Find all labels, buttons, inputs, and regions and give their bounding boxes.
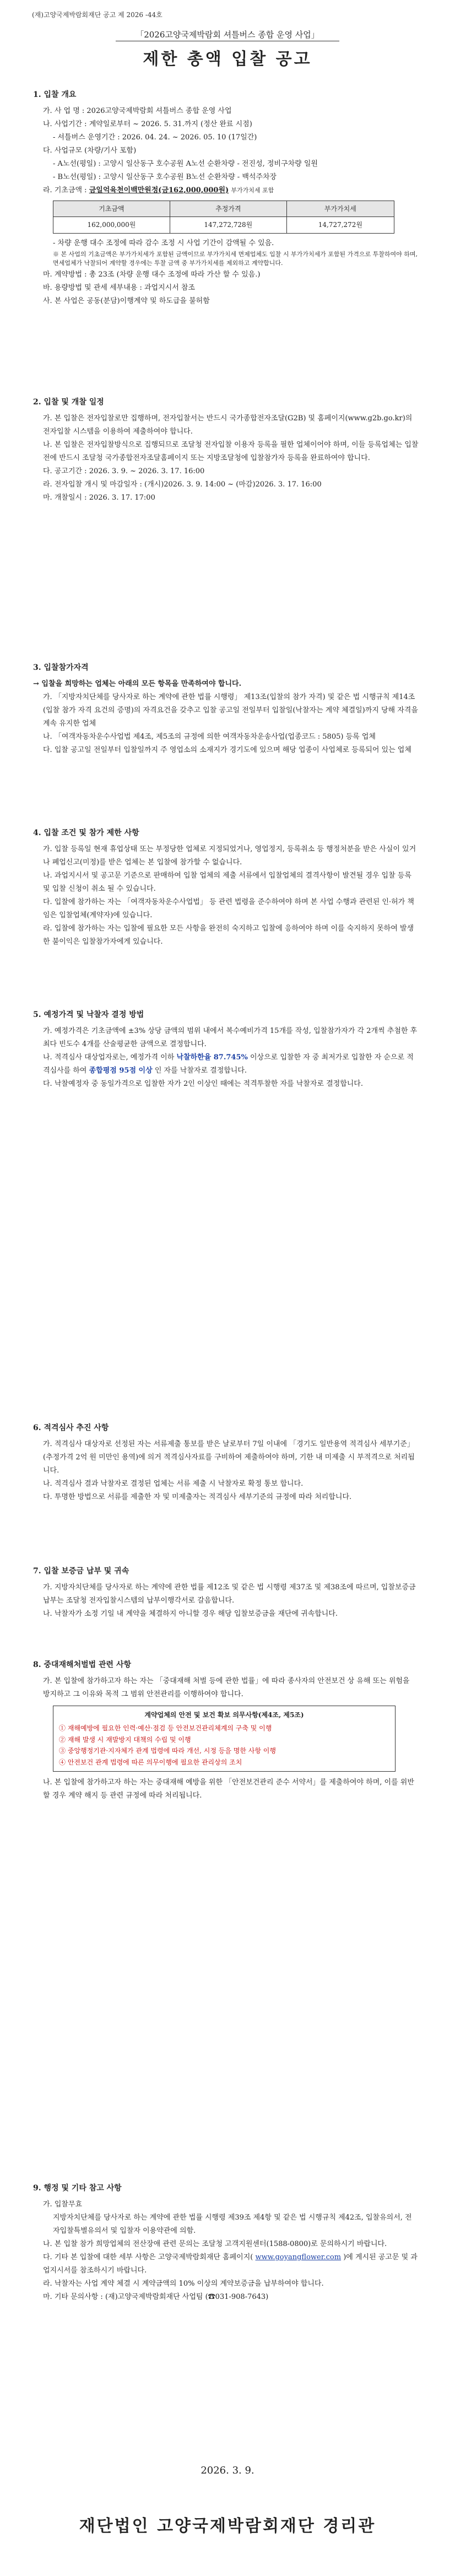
website-link[interactable]: www.goyangflower.com xyxy=(255,2253,342,2262)
eligibility-item: 가. 「지방자치단체를 당사자로 하는 계약에 관한 법률 시행령」 제13조(입찰의 참가 자격) 및 같은 법 시행규칙 제14조(입찰 참가 자격 요건의 증명)의 자격요건을 갖추고 입찰 공고일 전일부터 입찰일(낙찰자는 계약 체결일)까지 당해 자격을 계속 유지한 업체 xyxy=(43,692,418,728)
item-project-scale: 다. 사업규모 (차량/기사 포함) xyxy=(43,147,137,155)
admin-item: 가. 입찰무효 xyxy=(43,2200,83,2209)
table-header-row xyxy=(53,201,394,217)
review-item: 나. 적격심사 결과 낙찰자로 결정된 업체는 서류 제출 시 낙찰자로 확정 통보 합니다. xyxy=(43,1480,304,1489)
pricing-text: 이상으로 입찰한 자 중 최저가로 입찰한 자 순으로 적격심사를 하여 xyxy=(43,1053,414,1075)
item-route-a: - A노선(평일) : 고양시 일산동구 호수공원 A노선 순환차량 - 전진성, 정비구차량 일원 xyxy=(53,160,318,169)
schedule-item: 다. 공고기간 : 2026. 3. 9. ~ 2026. 3. 17. 16:00 xyxy=(43,467,205,476)
section-bid-overview xyxy=(33,88,419,308)
schedule-item: 라. 전자입찰 개시 및 마감일자 : (개시)2026. 3. 9. 14:00 ~ (마감)2026. 3. 17. 16:00 xyxy=(43,480,322,489)
item-subcontract: 사. 본 사업은 공동(분담)이행계약 및 하도급을 불허함 xyxy=(43,296,210,305)
review-item: 다. 투명한 방법으로 서류를 제출한 자 및 미제출자는 적격심사 세부기준의 규정에 따라 처리합니다. xyxy=(43,1493,352,1502)
issuer-name: 재단법인 고양국제박람회재단 경리관 xyxy=(79,2517,376,2536)
admin-text: )에 게시된 공고문 및 과업지시서를 참조하시기 바랍니다. xyxy=(43,2253,418,2275)
admin-text: 다. 기타 본 입찰에 대한 세부 사항은 고양국제박람회재단 홈페이지( xyxy=(43,2253,253,2262)
eligibility-lead: → 입찰을 희망하는 업체는 아래의 모든 항목을 만족하여야 합니다. xyxy=(33,679,242,688)
pricing-item: 가. 예정가격은 기초금액에 ±3% 상당 금액의 범위 내에서 복수예비가격 15개를 작성, 입찰참가자가 각 2개씩 추첨한 후 최다 빈도수 4개를 산술평균한 금액으로 결정합니다. xyxy=(43,1026,418,1048)
table-row xyxy=(53,217,394,233)
section-heading: 4. 입찰 조건 및 참가 제한 사항 xyxy=(33,829,139,837)
item-details: 바. 용량방법 및 관세 세부내용 : 과업지시서 참조 xyxy=(43,283,196,292)
section-heading: 3. 입찰참가자격 xyxy=(33,663,89,672)
publication-note: (재)고양국제박람회재단 공고 제 2026 -44호 xyxy=(32,11,162,19)
item-route-b: - B노선(평일) : 고양시 일산동구 호수공원 B노선 순환차량 - 백석주차장 xyxy=(53,173,277,182)
section-heading: 6. 적격심사 추진 사항 xyxy=(33,1424,109,1432)
note-vat: ※ 본 사업의 기초금액은 부가가치세가 포함된 금액이므로 부가가치세 면제업체도 입찰 시 부가가치세가 포함된 가격으로 투찰하여야 하며, 면세업체가 낙찰되어 계약할 경우에는 투찰 금액 중 부가가치세를 제외하고 계약합니다. xyxy=(53,250,418,267)
table-header: 추정가격 xyxy=(170,201,286,217)
section-heading: 5. 예정가격 및 낙찰자 결정 방법 xyxy=(33,1010,144,1019)
document-title: 제한 총액 입찰 공고 xyxy=(143,50,312,69)
note-vehicle-adjust: - 차량 운행 대수 조정에 따라 감수 조정 시 사업 기간이 감액될 수 있음. xyxy=(53,239,274,247)
section-heading: 2. 입찰 및 개찰 일정 xyxy=(33,398,104,407)
base-amount-suffix: 부가가치세 포함 xyxy=(231,187,274,194)
item-project-name: 가. 사 업 명 : 2026고양국제박람회 셔틀버스 종합 운영 사업 xyxy=(43,106,232,115)
admin-item-body: 지방자치단체를 당사자로 하는 계약에 관한 법률 시행령 제39조 제4항 및 같은 법 시행규칙 제42조, 입찰유의서, 전자입찰특별유의서 및 입찰자 이용약관에 의함. xyxy=(53,2213,412,2235)
eligibility-item: 다. 입찰 공고일 전일부터 입찰일까지 주 영업소의 소재지가 경기도에 있으며 해당 업종이 사업체로 등록되어 있는 업체 xyxy=(43,746,411,755)
deposit-item: 가. 지방자치단체를 당사자로 하는 계약에 관한 법률 제12조 및 같은 법 시행령 제37조 및 제38조에 따르며, 입찰보증금 납부는 조달청 전자입찰시스템의 납부이행각서로 갈음합니다. xyxy=(43,1583,416,1605)
section-admin-notes xyxy=(33,2182,419,2304)
schedule-item: 나. 본 입찰은 전자입찰방식으로 집행되므로 조달청 전자입찰 이용자 등록을 필한 업체이어야 하며, 이들 등록업체는 입찰 전에 반드시 조달청 국가종합전자조달홈페이지 또는 지방조달청에 입찰참가자 등록을 완료하여야 합니다. xyxy=(43,440,419,463)
base-amount-label: 라. 기초금액 : xyxy=(43,186,87,195)
admin-item-website xyxy=(33,2251,419,2277)
schedule-item: 마. 개찰일시 : 2026. 3. 17. 17:00 xyxy=(43,494,155,502)
lower-limit-rate: 낙찰하한율 87.745% xyxy=(176,1053,248,1062)
item-shuttle-period: - 셔틀버스 운영기간 : 2026. 04. 24. ~ 2026. 05. 10 (17일간) xyxy=(53,133,257,142)
safety-box-item: ③ 중앙행정기관·지자체가 관계 법령에 따라 개선, 시정 등을 명한 사항 이행 xyxy=(59,1747,276,1755)
announcement-date: 2026. 3. 9. xyxy=(201,2465,254,2476)
section-bid-deposit xyxy=(33,1565,419,1621)
section-heading: 7. 입찰 보증금 납부 및 귀속 xyxy=(33,1567,129,1576)
admin-item: 라. 낙찰자는 사업 계약 체결 시 계약금액의 10% 이상의 계약보증금을 납부하여야 합니다. xyxy=(43,2280,324,2288)
condition-item: 다. 입찰에 참가하는 자는 「여객자동차운수사업법」 등 관련 법령을 준수하여야 하며 본 사업 수행과 관련된 인·허가 책임은 입찰업체(계약자)에 있습니다. xyxy=(43,898,414,920)
review-item: 가. 적격심사 대상자로 선정된 자는 서류제출 통보를 받은 날로부터 7일 이내에 「경기도 일반용역 적격심사 세부기준」(추정가격 2억 원 미만인 용역)에 의거 적격심사자료를 구비하여 제출하여야 하며, 기한 내 미제출 시 부적격으로 처리됩니다. xyxy=(43,1439,415,1475)
safety-obligations-box xyxy=(53,1706,396,1772)
section-pricing xyxy=(33,1008,419,1091)
pricing-item: 다. 낙찰예정자 중 동일가격으로 입찰한 자가 2인 이상인 때에는 적격투찰한 자를 낙찰자로 결정합니다. xyxy=(43,1080,364,1089)
item-project-period: 나. 사업기간 : 계약일로부터 ~ 2026. 5. 31.까지 (정산 완료 시점) xyxy=(43,120,252,128)
pricing-text: 인 자를 낙찰자로 결정합니다. xyxy=(154,1067,247,1075)
schedule-item: 가. 본 입찰은 전자입찰로만 집행하며, 전자입찰서는 반드시 국가종합전자조달(G2B) 및 홈페이지(www.g2b.go.kr)의 전자입찰 시스템을 이용하여 제출하여야 합니다. xyxy=(43,414,413,436)
base-amount-value: 금일억육천이백만원정(금162,000,000원) xyxy=(89,186,229,195)
pricing-text: 나. 적격심사 대상업자로는, 예정가격 이하 xyxy=(43,1053,175,1062)
item-contract-method: 마. 계약방법 : 총 23조 (차량 운행 대수 조정에 따라 가산 할 수 있음.) xyxy=(43,270,261,279)
safety-box-item: ④ 안전보건 관계 법령에 따른 의무이행에 필요한 관리상의 조치 xyxy=(59,1758,242,1766)
section-eligibility xyxy=(33,661,419,757)
safety-item: 나. 본 입찰에 참가하고자 하는 자는 중대재해 예방을 위한 「안전보건관리 준수 서약서」를 제출하여야 하며, 이를 위반할 경우 계약 해지 등 관련 규정에 따라 처리됩니다. xyxy=(43,1778,414,1800)
section-qualification-review xyxy=(33,1421,419,1504)
table-cell: 147,272,728원 xyxy=(170,217,286,233)
safety-box-item: ② 재해 발생 시 재발방지 대책의 수립 및 이행 xyxy=(59,1735,191,1744)
table-header: 부가가치세 xyxy=(286,201,394,217)
section-conditions xyxy=(33,826,419,949)
deposit-item: 나. 낙찰자가 소정 기일 내 계약을 체결하지 아니할 경우 해당 입찰보증금을 재단에 귀속합니다. xyxy=(43,1609,338,1618)
section-serious-accident xyxy=(33,1658,419,1803)
condition-item: 라. 입찰에 참가하는 자는 입찰에 필요한 모든 사항을 완전히 숙지하고 입찰에 응하여야 하며 이를 숙지하지 못하여 발생한 불이익은 입찰참가자에게 있습니다. xyxy=(43,924,414,946)
table-cell: 162,000,000원 xyxy=(53,217,170,233)
safety-box-item: ① 재해예방에 필요한 인력·예산·점검 등 안전보건관리체계의 구축 및 이행 xyxy=(59,1724,272,1733)
condition-item: 가. 입찰 등록일 현재 휴업상태 또는 부정당한 업체로 지정되었거나, 영업정지, 등록취소 등 행정처분을 받은 사실이 있거나 폐업신고(미정)를 받은 업체는 본 입찰에 참가할 수 없습니다. xyxy=(43,845,416,867)
admin-item: 나. 본 입찰 참가 희망업체의 전산장애 관련 문의는 조달청 고객지원센터(1588-0800)로 문의하시기 바랍니다. xyxy=(43,2240,387,2249)
section-heading: 1. 입찰 개요 xyxy=(33,90,77,99)
section-schedule xyxy=(33,396,419,505)
price-table xyxy=(53,201,394,233)
table-header: 기초금액 xyxy=(53,201,170,217)
condition-item: 나. 과업지시서 및 공고문 기준으로 판매하여 입찰 업체의 제출 서류에서 입찰업체의 결격사항이 발견될 경우 입찰 등록 및 입찰 신청이 취소 될 수 있습니다. xyxy=(43,871,411,894)
safety-box-title: 계약업체의 안전 및 보건 확보 의무사항(제4조, 제5조) xyxy=(144,1711,304,1719)
item-base-amount xyxy=(33,184,419,197)
admin-item-contact: 마. 기타 문의사항 : (재)고양국제박람회재단 사업팀 (☎031-908-7643) xyxy=(43,2293,269,2302)
section-heading: 9. 행정 및 기타 참고 사항 xyxy=(33,2184,122,2193)
section-heading: 8. 중대재해처벌법 관련 사항 xyxy=(33,1660,132,1669)
table-cell: 14,727,272원 xyxy=(286,217,394,233)
pricing-item-threshold xyxy=(33,1051,419,1078)
eligibility-item: 나. 「여객자동차운수사업법 제4조, 제5조의 규정에 의한 여객자동차운송사업(업종코드 : 5805) 등록 업체 xyxy=(43,733,376,742)
document-subtitle: 「2026고양국제박람회 셔틀버스 종합 운영 사업」 xyxy=(116,29,339,41)
safety-item: 가. 본 입찰에 참가하고자 하는 자는 「중대재해 처벌 등에 관한 법률」에 따라 종사자의 안전보건 상 유해 또는 위험을 방지하고 그 이유와 목적 그 범위 안전관리를 이행하여야 합니다. xyxy=(43,1676,410,1698)
required-score: 종합평점 95점 이상 xyxy=(89,1067,153,1075)
